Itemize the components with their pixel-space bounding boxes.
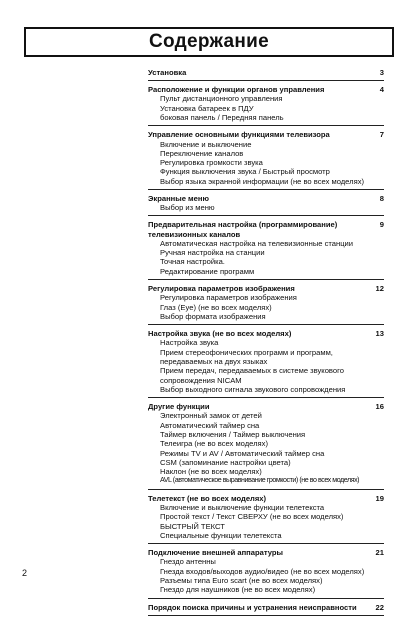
toc-item: Режимы TV и AV / Автоматический таймер сна (160, 448, 325, 458)
toc-section-heading (148, 194, 384, 203)
toc-item: Ручная настройка на станции (160, 248, 265, 258)
toc-section-title: Предварительная настройка (программирование) телевизионных каналов (148, 220, 338, 239)
toc-item: Редактирование программ (160, 266, 255, 276)
toc-section-title: Телетекст (не во всех моделях) (148, 493, 267, 503)
toc-item: Электронный замок от детей (160, 411, 262, 421)
toc-item: боковая панель / Передняя панель (160, 113, 284, 122)
toc-item: Телеигра (не во всех моделях) (160, 439, 268, 449)
toc-section-title: Порядок поиска причины и устранения неисправности (148, 602, 357, 612)
toc-page-number: 16 (375, 402, 384, 412)
toc-page-number: 3 (379, 68, 384, 77)
toc-section-heading (148, 603, 384, 612)
toc-section (148, 85, 384, 126)
toc-page-number: 19 (375, 493, 384, 503)
toc-item: AVL (автоматическое выравнивание громкости) (не во всех моделях) (160, 476, 360, 485)
toc-section (148, 603, 384, 616)
toc-item: сопровождения NICAM (160, 375, 242, 385)
toc-item: Настройка звука (160, 338, 219, 348)
toc-section-title: Другие функции (148, 402, 210, 412)
toc-page-number: 13 (375, 329, 384, 339)
toc-item: Точная настройка. (160, 257, 225, 267)
toc-item: Специальные функции телетекста (160, 530, 282, 540)
table-of-contents (148, 68, 384, 620)
toc-page-number: 22 (375, 602, 384, 612)
toc-section (148, 284, 384, 325)
toc-item: Прием передач, передаваемых в системе звукового (160, 366, 344, 376)
toc-section-heading (148, 548, 384, 557)
toc-item: Гнезда входов/выходов аудио/видео (не во всех моделях) (160, 566, 365, 576)
toc-item: Функция выключения звука / Быстрый просмотр (160, 167, 330, 177)
toc-item: Таймер включения / Таймер выключения (160, 429, 306, 439)
toc-section-heading (148, 68, 384, 77)
toc-section-heading (148, 329, 384, 338)
toc-item: Простой текст / Текст СВЕРХУ (не во всех моделях) (160, 512, 344, 522)
toc-section-title: Настройка звука (не во всех моделях) (148, 329, 292, 339)
toc-item: Выбор выходного сигнала звукового сопровождения (160, 384, 346, 394)
toc-section-title: Управление основными функциями телевизора (148, 130, 330, 140)
toc-item: Автоматическая настройка на телевизионные станции (160, 238, 354, 248)
toc-item: Наклон (не во всех моделях) (160, 467, 262, 477)
toc-section-title: Подключение внешней аппаратуры (148, 548, 283, 558)
toc-section-title: Экранные меню (148, 193, 209, 203)
toc-page-number: 9 (379, 220, 384, 230)
toc-page-number: 8 (379, 193, 384, 203)
toc-page-number: 4 (379, 85, 384, 95)
toc-page-number: 21 (375, 548, 384, 558)
toc-item: Пульт дистанционного управления (160, 94, 283, 104)
toc-item: Разъемы типа Euro scart (не во всех моделях) (160, 575, 323, 585)
toc-section-title: Регулировка параметров изображения (148, 284, 295, 294)
toc-item: БЫСТРЫЙ ТЕКСТ (160, 521, 225, 531)
toc-item: Гнездо для наушников (не во всех моделях) (160, 585, 316, 595)
title-box (24, 27, 394, 57)
toc-section (148, 402, 384, 490)
toc-page-number: 12 (375, 284, 384, 294)
toc-item: Выбор языка экранной информации (не во всех моделях) (160, 176, 365, 186)
toc-item: Прием стереофонических программ и программ, (160, 347, 333, 357)
toc-section (148, 494, 384, 544)
page-number: 2 (22, 568, 28, 578)
toc-section-heading (148, 130, 384, 139)
toc-item: Гнездо антенны (160, 557, 216, 567)
toc-item: Регулировка параметров изображения (160, 293, 297, 303)
toc-section-title: Установка (148, 68, 187, 77)
toc-section (148, 68, 384, 81)
toc-section (148, 548, 384, 598)
toc-item: Автоматический таймер сна (160, 420, 260, 430)
toc-section-heading (148, 220, 384, 238)
page-title: Содержание (148, 31, 270, 52)
toc-item: CSM (запоминание настройки цвета) (160, 457, 291, 467)
toc-item: Включение и выключение функции телетекста (160, 502, 325, 512)
toc-item: Выбор формата изображения (160, 311, 266, 321)
toc-section-heading (148, 284, 384, 293)
toc-section (148, 329, 384, 398)
toc-item: Выбор из меню (160, 203, 215, 213)
toc-page-number: 7 (379, 130, 384, 140)
toc-item: Включение и выключение (160, 139, 252, 149)
toc-section-heading (148, 494, 384, 503)
toc-item: Глаз (Eye) (не во всех моделях) (160, 302, 272, 312)
toc-section-heading (148, 85, 384, 94)
toc-item: передаваемых на двух языках (160, 356, 268, 366)
toc-section (148, 220, 384, 280)
toc-item: Регулировка громкости звука (160, 158, 263, 168)
toc-section-heading (148, 402, 384, 411)
toc-section (148, 194, 384, 217)
toc-item: Переключение каналов (160, 148, 244, 158)
toc-section (148, 130, 384, 190)
toc-section-title: Расположение и функции органов управления (148, 85, 325, 95)
toc-item: Установка батареек в ПДУ (160, 103, 254, 113)
